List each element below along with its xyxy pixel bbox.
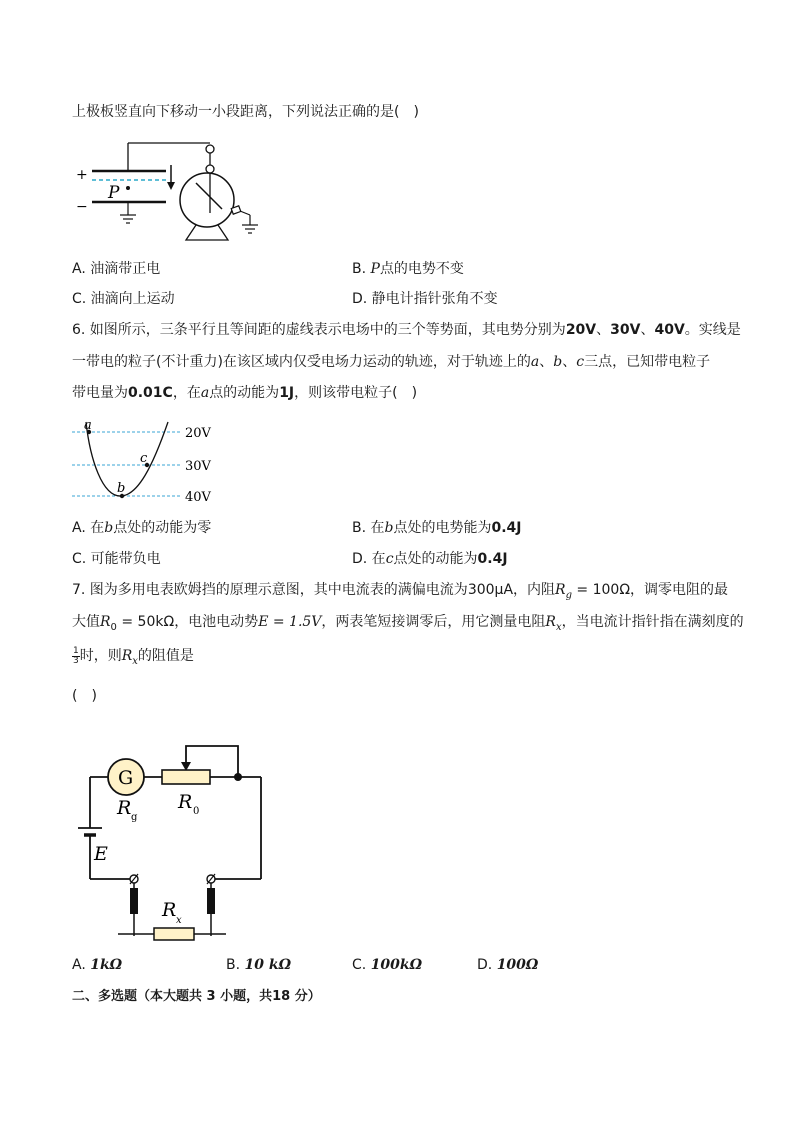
svg-text:0: 0 [193,806,200,817]
q6-label-30v: 30V [185,459,211,474]
q5-option-d: D. 静电计指针张角不变 [352,291,498,307]
q6-option-c: C. 可能带负电 [72,551,161,567]
q7-stem-line-2: 大值$R_0 = 50k\Omega$，电池电动势E = 1.5V，两表笔短接调零后，用它测量电阻$R_x$，当电流计指针指在满刻度的 [72,614,744,633]
q7-galvanometer-label: G [118,767,134,789]
svg-text:x: x [176,915,182,926]
q5-stem: 上极板竖直向下移动一小段距离，下列说法正确的是( ) [72,104,419,120]
q6-option-a: A. 在b点处的动能为零 [72,520,212,536]
q5-option-b: B. P点的电势不变 [352,261,464,277]
q7-option-a: A. 1kΩ [72,957,123,973]
q6-option-b: B. 在b点处的电势能为0.4J [352,520,522,536]
q6-label-20v: 20V [185,426,211,441]
q5-minus-sign: − [76,199,88,215]
q7-option-c: C. 100kΩ [352,957,423,973]
q7-label-rx: R [162,899,177,921]
q6-stem-line-2: 一带电的粒子(不计重力)在该区域内仅受电场力运动的轨迹，对于轨迹上的a、b、c三点，已知带电粒子 [72,354,711,370]
q6-label-c: c [140,451,148,466]
q7-paren: ( ) [72,688,97,704]
q7-option-d: D. 100Ω [477,957,539,973]
q7-probe-left [130,888,138,914]
q7-option-b: B. 10 kΩ [226,957,292,973]
q5-plus-sign: + [76,167,88,183]
q7-label-e: E [94,843,108,865]
q6-label-b: b [117,481,126,496]
svg-text:g: g [131,812,138,823]
q6-label-a: a [84,418,92,433]
q6-option-d: D. 在c点处的动能为0.4J [352,551,508,567]
q6-equipotential-figure [72,418,232,508]
q7-ohmmeter-circuit-figure [70,738,280,948]
q5-point-p [126,186,130,190]
q6-label-40v: 40V [185,490,211,505]
q7-label-rg: R [117,797,132,819]
q6-stem-line-1: 6. 如图所示，三条平行且等间距的虚线表示电场中的三个等势面，其电势分别为20V、30V、40V。实线是 [72,322,741,338]
section-2-heading: 二、多选题（本大题共 3 小题，共18 分） [72,989,321,1004]
q7-rx-resistor [154,928,194,940]
q7-stem-line-1: 7. 图为多用电表欧姆挡的原理示意图，其中电流表的满偏电流为300μA，内阻$R_g = 100\Omega$，调零电阻的最 [72,582,729,601]
q5-option-a: A. 油滴带正电 [72,261,161,277]
q7-label-r0: R [178,791,193,813]
q5-point-p-label: P [108,183,120,203]
q7-probe-right [207,888,215,914]
q7-r0-resistor [162,770,210,784]
q6-stem-line-3: 带电量为0.01C，在a点的动能为1J，则该带电粒子( ) [72,385,418,401]
q5-option-c: C. 油滴向上运动 [72,291,175,307]
q7-stem-line-3: $\frac{1}{3}$ 时，则$R_x$的阻值是 [73,645,194,667]
fraction-one-third: $\frac{1}{3}$ [73,645,79,666]
